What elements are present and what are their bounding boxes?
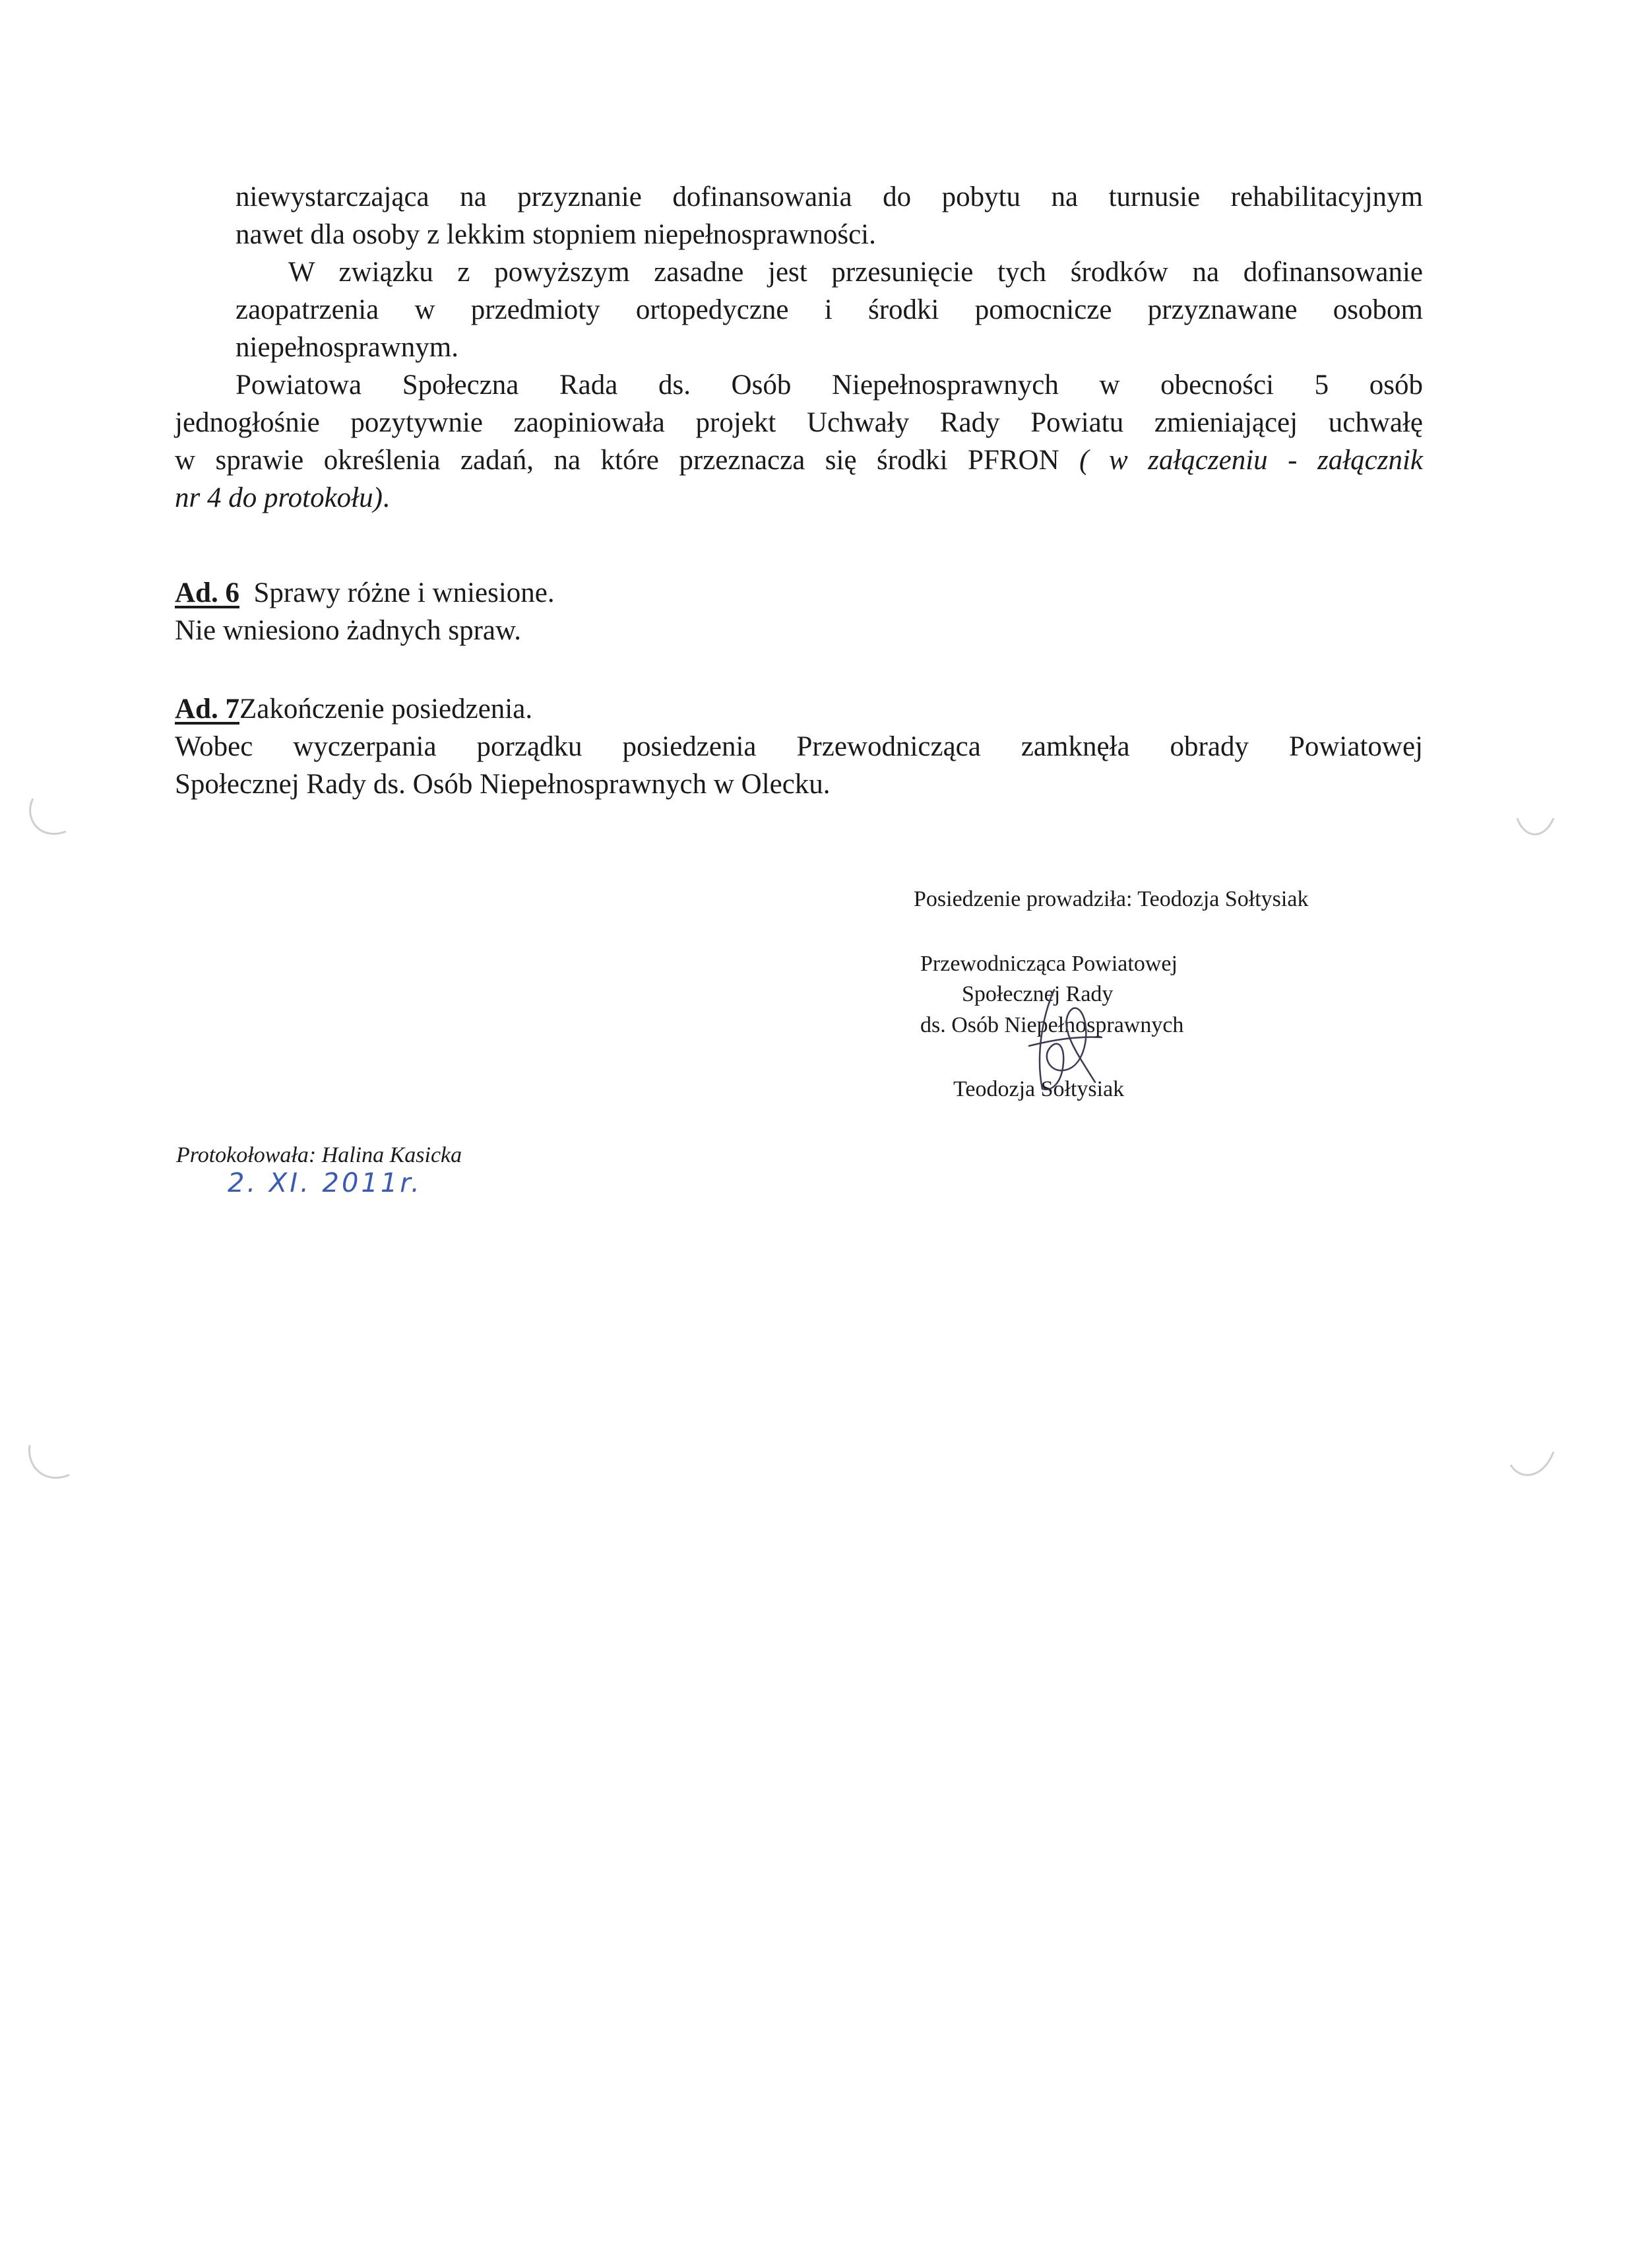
paragraph-3-line-3-text: w sprawie określenia zadań, na które przeznacza się środki PFRON [175,445,1059,476]
paragraph-3-line-3 [175,441,1423,479]
punch-hole-right-upper [1511,798,1563,851]
section-ad-6-title: Sprawy różne i wniesione. [253,577,555,608]
punch-hole-left-lower [20,1439,79,1491]
section-ad-7 [175,690,1423,803]
recorded-by: Protokołowała: Halina Kasicka [176,1143,462,1167]
paragraph-3 [175,366,1423,517]
section-ad-6 [175,574,1423,649]
punch-hole-left-upper [20,792,79,845]
paragraph-1 [236,178,1423,253]
handwritten-signature [1016,977,1108,1109]
conducted-by: Posiedzenie prowadziła: Teodozja Sołtysiak [914,887,1309,911]
paragraph-1-line-1: niewystarczająca na przyznanie dofinansowania do pobytu na turnusie rehabilitacyjnym [236,181,1423,212]
section-ad-7-body-line-2: Społecznej Rady ds. Osób Niepełnosprawnych w Olecku. [175,769,831,800]
signature-role-line-2: Społecznej Rady [962,982,1114,1006]
section-ad-7-body-line-1: Wobec wyczerpania porządku posiedzenia Przewodnicząca zamknęła obrady Powiatowej [175,731,1423,762]
paragraph-3-line-2: jednogłośnie pozytywnie zaopiniowała projekt Uchwały Rady Powiatu zmieniającej uchwałę [175,407,1423,438]
paragraph-3-line-4-italic: nr 4 do protokołu) [175,482,383,513]
paragraph-2-line-2: zaopatrzenia w przedmioty ortopedyczne i środki pomocnicze przyznawane osobom [236,294,1423,325]
punch-hole-right-lower [1504,1439,1563,1491]
signature-role-line-3: ds. Osób Niepełnosprawnych [920,1013,1184,1037]
paragraph-2-line-3: niepełnosprawnym. [236,332,458,363]
paragraph-1-line-2: nawet dla osoby z lekkim stopniem niepełnosprawności. [236,219,876,250]
paragraph-3-line-1: Powiatowa Społeczna Rada ds. Osób Niepełnosprawnych w obecności 5 osób [236,370,1423,401]
section-ad-6-body: Nie wniesiono żadnych spraw. [175,615,522,646]
section-ad-7-label: Ad. 7 [175,694,239,725]
signature-role-line-1: Przewodnicząca Powiatowej [920,952,1178,976]
section-ad-7-heading [175,690,1423,728]
paragraph-3-line-4 [175,479,1423,517]
section-ad-7-title: Zakończenie posiedzenia. [239,694,533,725]
signature-name: Teodozja Sołtysiak [953,1077,1125,1101]
handwritten-date: 2. XI. 2011r. [228,1168,422,1198]
section-ad-6-heading [175,574,1423,612]
paragraph-3-line-3-italic: ( w załączeniu - załącznik [1079,445,1424,476]
paragraph-2-line-1: W związku z powyższym zasadne jest przesunięcie tych środków na dofinansowanie [288,257,1423,288]
paragraph-3-line-4-tail: . [382,482,390,513]
section-ad-6-label: Ad. 6 [175,577,239,608]
paragraph-2 [236,253,1423,366]
